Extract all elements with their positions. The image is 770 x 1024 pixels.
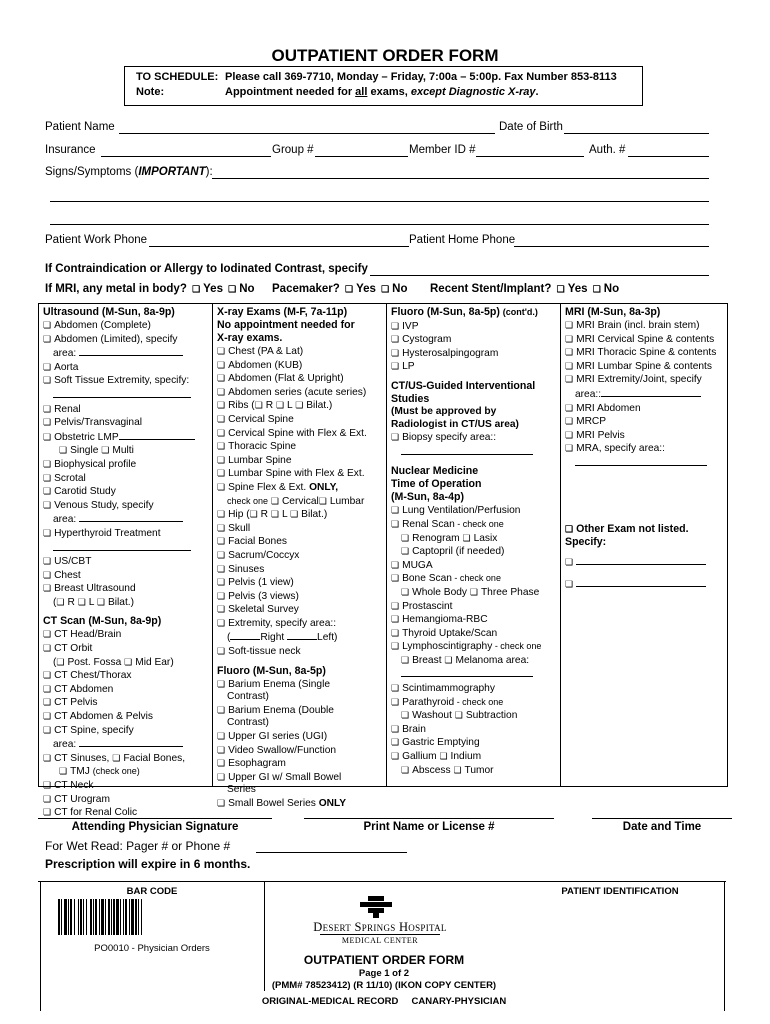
us-item[interactable]: ❏ Venous Study, specify [43,499,212,513]
biopsy-field[interactable] [401,445,533,455]
pacemaker-no-checkbox[interactable]: ❏ No [381,283,407,295]
ct-item[interactable]: ❏ CT Neck [43,779,212,793]
bilat-checkbox[interactable]: ❏ Bilat. [97,597,131,608]
area-field[interactable] [601,387,701,397]
mri-item[interactable]: ❏ MRCP [565,415,727,429]
signs-label [45,166,213,178]
biopsy-checkbox[interactable]: ❏ Biopsy specify area:: [391,431,560,445]
ctus-note-1: (Must be approved by [391,405,497,417]
single-multi [43,444,212,458]
note-pre: Appointment needed for [225,86,356,98]
hip-row: ❏ Hip (❏ R ❏ L ❏ Bilat.) [217,508,386,522]
nuclear-item[interactable]: ❏ Thyroid Uptake/Scan [391,627,560,641]
other-row-2 [565,577,727,592]
mri-item[interactable]: ❏ MRI Thoracic Spine & contents [565,346,727,360]
metal-row [45,283,255,295]
small-bowel-checkbox[interactable]: ❏ Small Bowel Series [217,798,316,809]
date-time-field[interactable] [592,818,732,819]
signs-pre: Signs/Symptoms ( [45,166,139,178]
fluoro-nuclear-column [387,304,561,786]
r-checkbox[interactable]: ❏ R [255,400,273,411]
xray-fluoro-column [213,304,387,809]
lasix-checkbox[interactable]: ❏ Lasix [463,533,498,544]
breast-side: (❏ R ❏ L ❏ Bilat.) [43,596,212,610]
nuclear-header-2: Time of Operation [391,478,482,491]
facial-bones-checkbox[interactable]: ❏ Facial Bones, [112,753,185,764]
stent-row [430,283,619,295]
nuclear-item[interactable]: ❏ Hemangioma-RBC [391,613,560,627]
other-checkbox-2[interactable] [565,579,576,590]
other-field-1[interactable] [576,555,706,565]
ultrasound-header: Ultrasound (M-Sun, 8a-9p) [43,306,175,318]
member-label: Member ID # [409,144,476,156]
us-item[interactable]: ❏ Obstetric LMP [43,432,119,443]
mri-item[interactable]: ❏ MRI Cervical Spine & contents [565,333,727,347]
area-field[interactable] [79,346,183,356]
left-field[interactable] [287,630,317,640]
auth-label: Auth. # [589,144,626,156]
note-except: except Diagnostic X-ray [410,86,536,98]
biopsy-area [391,445,560,460]
bilat-checkbox[interactable]: ❏ Bilat. [290,509,324,520]
us-item[interactable]: ❏ Chest [43,569,212,583]
work-phone-label: Patient Work Phone [45,234,148,246]
us-area [43,541,212,556]
captopril-row [391,545,560,559]
renal-scan-checkbox[interactable]: ❏ Renal Scan [391,519,455,530]
area-label: area: [53,348,77,360]
indium-checkbox[interactable]: ❏ Indium [439,751,481,762]
us-item[interactable]: ❏ Carotid Study [43,485,212,499]
bone-options [391,586,560,600]
fluoro-item[interactable]: ❏ LP [391,360,560,374]
ct-item[interactable]: ❏ CT Urogram [43,793,212,807]
r-checkbox[interactable]: ❏ R [56,597,74,608]
area-label: area: [53,514,77,526]
mri-item[interactable]: ❏ MRI Abdomen [565,402,727,416]
fluoro-item[interactable]: ❏ IVP [391,320,560,334]
r-checkbox[interactable]: ❏ R [250,509,268,520]
us-obstetric [43,430,212,445]
tmj-checkbox[interactable]: ❏ TMJ [59,766,90,777]
other-specify-label: Specify: [565,535,607,548]
home-phone-label: Patient Home Phone [409,234,516,246]
area-label: area: [53,739,77,751]
left-label: Left) [317,632,338,644]
nuclear-item[interactable]: ❏ Scintimammography [391,682,560,696]
mri-header: MRI (M-Sun, 8a-3p) [565,306,661,318]
gallium-checkbox[interactable]: ❏ Gallium [391,751,437,762]
pacemaker-yes-checkbox[interactable]: ❏ Yes [345,283,376,295]
xray-item[interactable]: ❏ Cervical Spine with Flex & Ext. [217,427,386,441]
metal-label: If MRI, any metal in body? [45,283,187,295]
ct-header: CT Scan (M-Sun, 8a-9p) [43,615,162,628]
fluoro-item[interactable]: ❏ Video Swallow/Function [217,744,386,758]
xray-item[interactable]: ❏ Sinuses [217,563,386,577]
lumbar-checkbox[interactable]: ❏ Lumbar [319,496,365,507]
pmm-line: (PMM# 78523412) (R 11/10) (IKON COPY CENTER) [271,980,497,991]
captopril-checkbox[interactable]: ❏ Captopril (if needed) [401,546,504,557]
other-checkbox-1[interactable] [565,557,576,568]
small-bowel-row [217,797,386,811]
cervical-checkbox[interactable]: ❏ Cervical [271,496,319,507]
ct-sinuses-row [43,752,212,766]
bone-scan-checkbox[interactable]: ❏ Bone Scan [391,573,452,584]
tmj-row [43,765,212,779]
contd-label: (cont'd.) [502,307,538,317]
group-field[interactable] [315,156,408,157]
ct-area [43,737,212,752]
note-end: . [535,86,539,98]
parathyroid-checkbox[interactable]: ❏ Parathyroid [391,697,454,708]
bone-scan-row [391,572,560,586]
hospital-logo-icon [358,896,394,918]
fluoro-item[interactable]: ❏ Hysterosalpingogram [391,347,560,361]
area-label: area:: [575,388,602,400]
dob-label: Date of Birth [499,121,563,133]
print-name-field[interactable] [304,818,554,819]
right-field[interactable] [230,630,260,640]
ct-item[interactable]: ❏ CT Pelvis [43,696,212,710]
fluoro-item[interactable]: ❏ Esophagram [217,757,386,771]
dob-field[interactable] [564,133,709,134]
signs-field-1[interactable] [212,178,709,179]
check-one-note: check one [227,495,269,506]
lympho-row [391,640,560,654]
spacer [565,471,727,523]
xray-item[interactable]: ❏ Lumbar Spine [217,454,386,468]
hip-checkbox[interactable]: ❏ Hip ( [217,509,250,520]
melanoma-checkbox[interactable]: ❏ Melanoma area: [444,655,529,666]
signs-field-3[interactable] [50,224,709,225]
form-title: OUTPATIENT ORDER FORM [271,46,499,65]
note-label: Note: [136,86,165,98]
footer-form-title: OUTPATIENT ORDER FORM [303,953,465,967]
melanoma-area [391,667,560,682]
ctus-header-2: Studies [391,392,430,405]
parathyroid-row [391,696,560,710]
auth-field[interactable] [628,156,709,157]
us-item[interactable]: ❏ Aorta [43,361,212,375]
fluoro-item-cont: Contrast) [227,717,269,729]
barcode-bar [142,899,143,935]
nuclear-item[interactable]: ❏ Brain [391,723,560,737]
group-label: Group # [272,144,314,156]
check-one-note: - check one [454,518,504,529]
note-mid: exams, [367,86,411,98]
pacemaker-label: Pacemaker? [272,283,340,295]
renal-options [391,532,560,546]
mri-area [565,387,727,402]
us-item[interactable]: ❏ US/CBT [43,555,212,569]
fluoro-item[interactable]: ❏ Barium Enema (Double [217,704,386,718]
member-field[interactable] [476,156,584,157]
xray-item[interactable]: ❏ Chest (PA & Lat) [217,345,386,359]
orders-grid [38,303,728,819]
stent-yes-checkbox[interactable]: ❏ Yes [557,283,588,295]
area-field[interactable] [53,388,191,398]
gallium-row [391,750,560,764]
to-schedule-label: TO SCHEDULE: [136,71,219,83]
ct-item[interactable]: ❏ CT Abdomen [43,683,212,697]
only-label: ONLY [318,798,347,809]
metal-no-checkbox[interactable]: ❏ No [228,283,254,295]
xray-item[interactable]: ❏ Extremity, specify area:: [217,617,386,631]
right-label: Right [260,632,285,644]
nuclear-item[interactable]: ❏ Lung Ventilation/Perfusion [391,504,560,518]
whole-body-checkbox[interactable]: ❏ Whole Body [401,587,467,598]
home-phone-field[interactable] [514,246,709,247]
melanoma-field[interactable] [401,667,533,677]
xray-item[interactable]: ❏ Soft-tissue neck [217,645,386,659]
pacemaker-row [272,283,408,295]
mri-item[interactable]: ❏ MRI Pelvis [565,429,727,443]
patient-id-label: PATIENT IDENTIFICATION [561,886,679,897]
wet-read-label: For Wet Read: Pager # or Phone # [45,839,231,853]
multi-checkbox[interactable]: ❏ Multi [101,445,134,456]
mri-item[interactable]: ❏ MRI Brain (incl. brain stem) [565,319,727,333]
stent-label: Recent Stent/Implant? [430,283,552,295]
insurance-label: Insurance [45,144,96,156]
us-item[interactable]: ❏ Biophysical profile [43,458,212,472]
us-item[interactable]: ❏ Soft Tissue Extremity, specify: [43,374,212,388]
renogram-checkbox[interactable]: ❏ Renogram [401,533,460,544]
spine-flex-options [217,495,386,509]
fluoro-contd-header [391,306,560,320]
xray-item[interactable]: ❏ Abdomen (KUB) [217,359,386,373]
signs-important: IMPORTANT [138,166,206,178]
us-item[interactable]: ❏ Breast Ultrasound [43,582,212,596]
contrast-label: If Contraindication or Allergy to Iodinated Contrast, specify [45,263,368,275]
us-item[interactable]: ❏ Renal [43,403,212,417]
area-field[interactable] [53,541,191,551]
l-checkbox[interactable]: ❏ L [271,509,287,520]
orbit-options: (❏ Post. Fossa ❏ Mid Ear) [43,656,212,670]
signs-field-2[interactable] [50,201,709,202]
ct-item[interactable]: ❏ CT Abdomen & Pelvis [43,710,212,724]
fluoro-item-cont: Contrast) [227,691,269,703]
check-one-note: - check one [492,641,542,652]
xray-item[interactable]: ❏ Cervical Spine [217,413,386,427]
copy-distribution: ORIGINAL-MEDICAL RECORD CANARY-PHYSICIAN [261,996,507,1007]
l-checkbox[interactable]: ❏ L [276,400,292,411]
xray-item[interactable]: ❏ Facial Bones [217,535,386,549]
ct-sinuses-checkbox[interactable]: ❏ CT Sinuses, [43,753,109,764]
fluoro-item[interactable]: ❏ Cystogram [391,333,560,347]
us-area [43,388,212,403]
ultrasound-ct-column [39,304,213,819]
barcode [58,899,226,935]
attending-label: Attending Physician Signature [71,821,239,833]
ct-item[interactable]: ❏ CT for Renal Colic [43,806,212,820]
xray-item[interactable]: ❏ Sacrum/Coccyx [217,549,386,563]
xray-item[interactable]: ❏ Pelvis (1 view) [217,576,386,590]
fluoro-item-cont: Series [227,784,256,796]
metal-yes-checkbox[interactable]: ❏ Yes [192,283,223,295]
us-item[interactable]: ❏ Hyperthyroid Treatment [43,527,212,541]
parathyroid-options [391,709,560,723]
other-field-2[interactable] [576,577,706,587]
nuclear-header-3: (M-Sun, 8a-4p) [391,491,464,504]
to-schedule-text: Please call 369-7710, Monday – Friday, 7:00a – 5:00p. Fax Number 853-8113 [225,71,617,83]
check-one-note: (check one) [92,766,140,777]
contrast-field[interactable] [370,275,709,276]
work-phone-field[interactable] [149,246,409,247]
other-row-1 [565,555,727,570]
fluoro-header: Fluoro (M-Sun, 8a-5p) [217,664,326,677]
mra-field[interactable] [575,456,707,466]
fluoro-item[interactable]: ❏ Upper GI w/ Small Bowel [217,771,386,785]
us-area [43,346,212,361]
fluoro-item[interactable]: ❏ Upper GI series (UGI) [217,730,386,744]
tumor-checkbox[interactable]: ❏ Tumor [453,765,493,776]
wet-read-field[interactable] [256,852,407,853]
stent-no-checkbox[interactable]: ❏ No [593,283,619,295]
washout-checkbox[interactable]: ❏ Washout [401,710,452,721]
xray-item[interactable]: ❏ Abdomen (Flat & Upright) [217,372,386,386]
nuclear-header-1: Nuclear Medicine [391,465,479,478]
mid-ear-checkbox[interactable]: ❏ Mid Ear [124,657,170,668]
fluoro-header: Fluoro (M-Sun, 8a-5p) [391,306,500,318]
insurance-field[interactable] [101,156,271,157]
xray-header-3: X-ray exams. [217,332,283,344]
mri-item[interactable]: ❏ MRI Lumbar Spine & contents [565,360,727,374]
area-field[interactable] [79,512,183,522]
print-name-label: Print Name or License # [363,821,495,833]
ct-item[interactable]: ❏ CT Head/Brain [43,628,212,642]
xray-item[interactable]: ❏ Abdomen series (acute series) [217,386,386,400]
note-row [136,86,539,98]
ribs-row: ❏ Ribs (❏ R ❏ L ❏ Bilat.) [217,399,386,413]
nuclear-item[interactable]: ❏ Prostascint [391,600,560,614]
bilat-checkbox[interactable]: ❏ Bilat. [295,400,329,411]
us-item[interactable]: ❏ Abdomen (Complete) [43,319,212,333]
area-field[interactable] [79,737,183,747]
po-label: PO0010 - Physician Orders [94,943,210,954]
footer-right-rule [724,881,725,1011]
l-checkbox[interactable]: ❏ L [78,597,94,608]
us-item[interactable]: ❏ Scrotal [43,472,212,486]
post-fossa-checkbox[interactable]: ❏ Post. Fossa [56,657,121,668]
xray-item[interactable]: ❏ Skull [217,522,386,536]
xray-item[interactable]: ❏ Pelvis (3 views) [217,590,386,604]
ctus-header-1: CT/US-Guided Interventional [391,379,536,392]
three-phase-checkbox[interactable]: ❏ Three Phase [470,587,539,598]
only-label: ONLY, [309,481,339,493]
footer-rule [38,881,726,882]
patient-name-field[interactable] [119,133,495,134]
xray-item[interactable]: ❏ Thoracic Spine [217,440,386,454]
check-one-note: - check one [451,573,501,584]
xray-item[interactable]: ❏ Skeletal Survey [217,603,386,617]
signs-post: ): [205,166,213,178]
us-area [43,512,212,527]
ct-item[interactable]: ❏ CT Spine, specify [43,724,212,738]
breast-checkbox[interactable]: ❏ Breast [401,655,442,666]
expire-notice: Prescription will expire in 6 months. [45,857,251,871]
ctus-note-2: Radiologist in CT/US area) [391,418,519,430]
hospital-name: Desert Springs Hospital [313,920,447,934]
extremity-side: ( Right Left) [227,632,338,644]
us-item[interactable]: ❏ Pelvis/Transvaginal [43,416,212,430]
mri-item[interactable]: ❏ MRI Extremity/Joint, specify [565,373,727,387]
lympho-options [391,654,560,668]
schedule-row [136,71,617,83]
ct-item[interactable]: ❏ CT Orbit [43,642,212,656]
mra-area [565,456,727,471]
lmp-field[interactable] [119,430,195,440]
spacer [565,569,727,577]
nuclear-item[interactable]: ❏ MUGA [391,559,560,573]
xray-header-2: No appointment needed for [217,319,355,331]
single-checkbox[interactable]: ❏ Single [59,445,98,456]
note-all: all [355,86,368,98]
nuclear-item[interactable]: ❏ Gastric Emptying [391,736,560,750]
us-item[interactable]: ❏ Abdomen (Limited), specify [43,333,212,347]
mri-column [561,304,727,786]
ct-item[interactable]: ❏ CT Chest/Thorax [43,669,212,683]
page-number: Page 1 of 2 [358,968,410,979]
renal-scan-row [391,518,560,532]
mri-item[interactable]: ❏ MRA, specify area:: [565,442,727,456]
spine-flex-row [217,481,386,495]
patient-name-label: Patient Name [45,121,115,133]
check-one-note: - check one [454,696,504,707]
bar-code-label: BAR CODE [126,886,178,897]
hospital-subtitle: MEDICAL CENTER [320,934,440,945]
subtraction-checkbox[interactable]: ❏ Subtraction [455,710,518,721]
xray-item[interactable]: ❏ Lumbar Spine with Flex & Ext. [217,467,386,481]
fluoro-item[interactable]: ❏ Barium Enema (Single [217,678,386,692]
date-time-label: Date and Time [622,821,702,833]
other-exam-checkbox[interactable]: ❏ Other Exam not listed. [565,523,727,536]
gallium-options [391,764,560,778]
abscess-checkbox[interactable]: ❏ Abscess [401,765,451,776]
xray-header-1: X-ray Exams (M-F, 7a-11p) [217,306,348,318]
attending-signature-field[interactable] [38,818,272,819]
ribs-checkbox[interactable]: ❏ Ribs ( [217,400,255,411]
spine-flex-checkbox[interactable]: ❏ Spine Flex & Ext. [217,482,306,493]
schedule-box [124,66,643,106]
lympho-checkbox[interactable]: ❏ Lymphoscintigraphy [391,641,492,652]
